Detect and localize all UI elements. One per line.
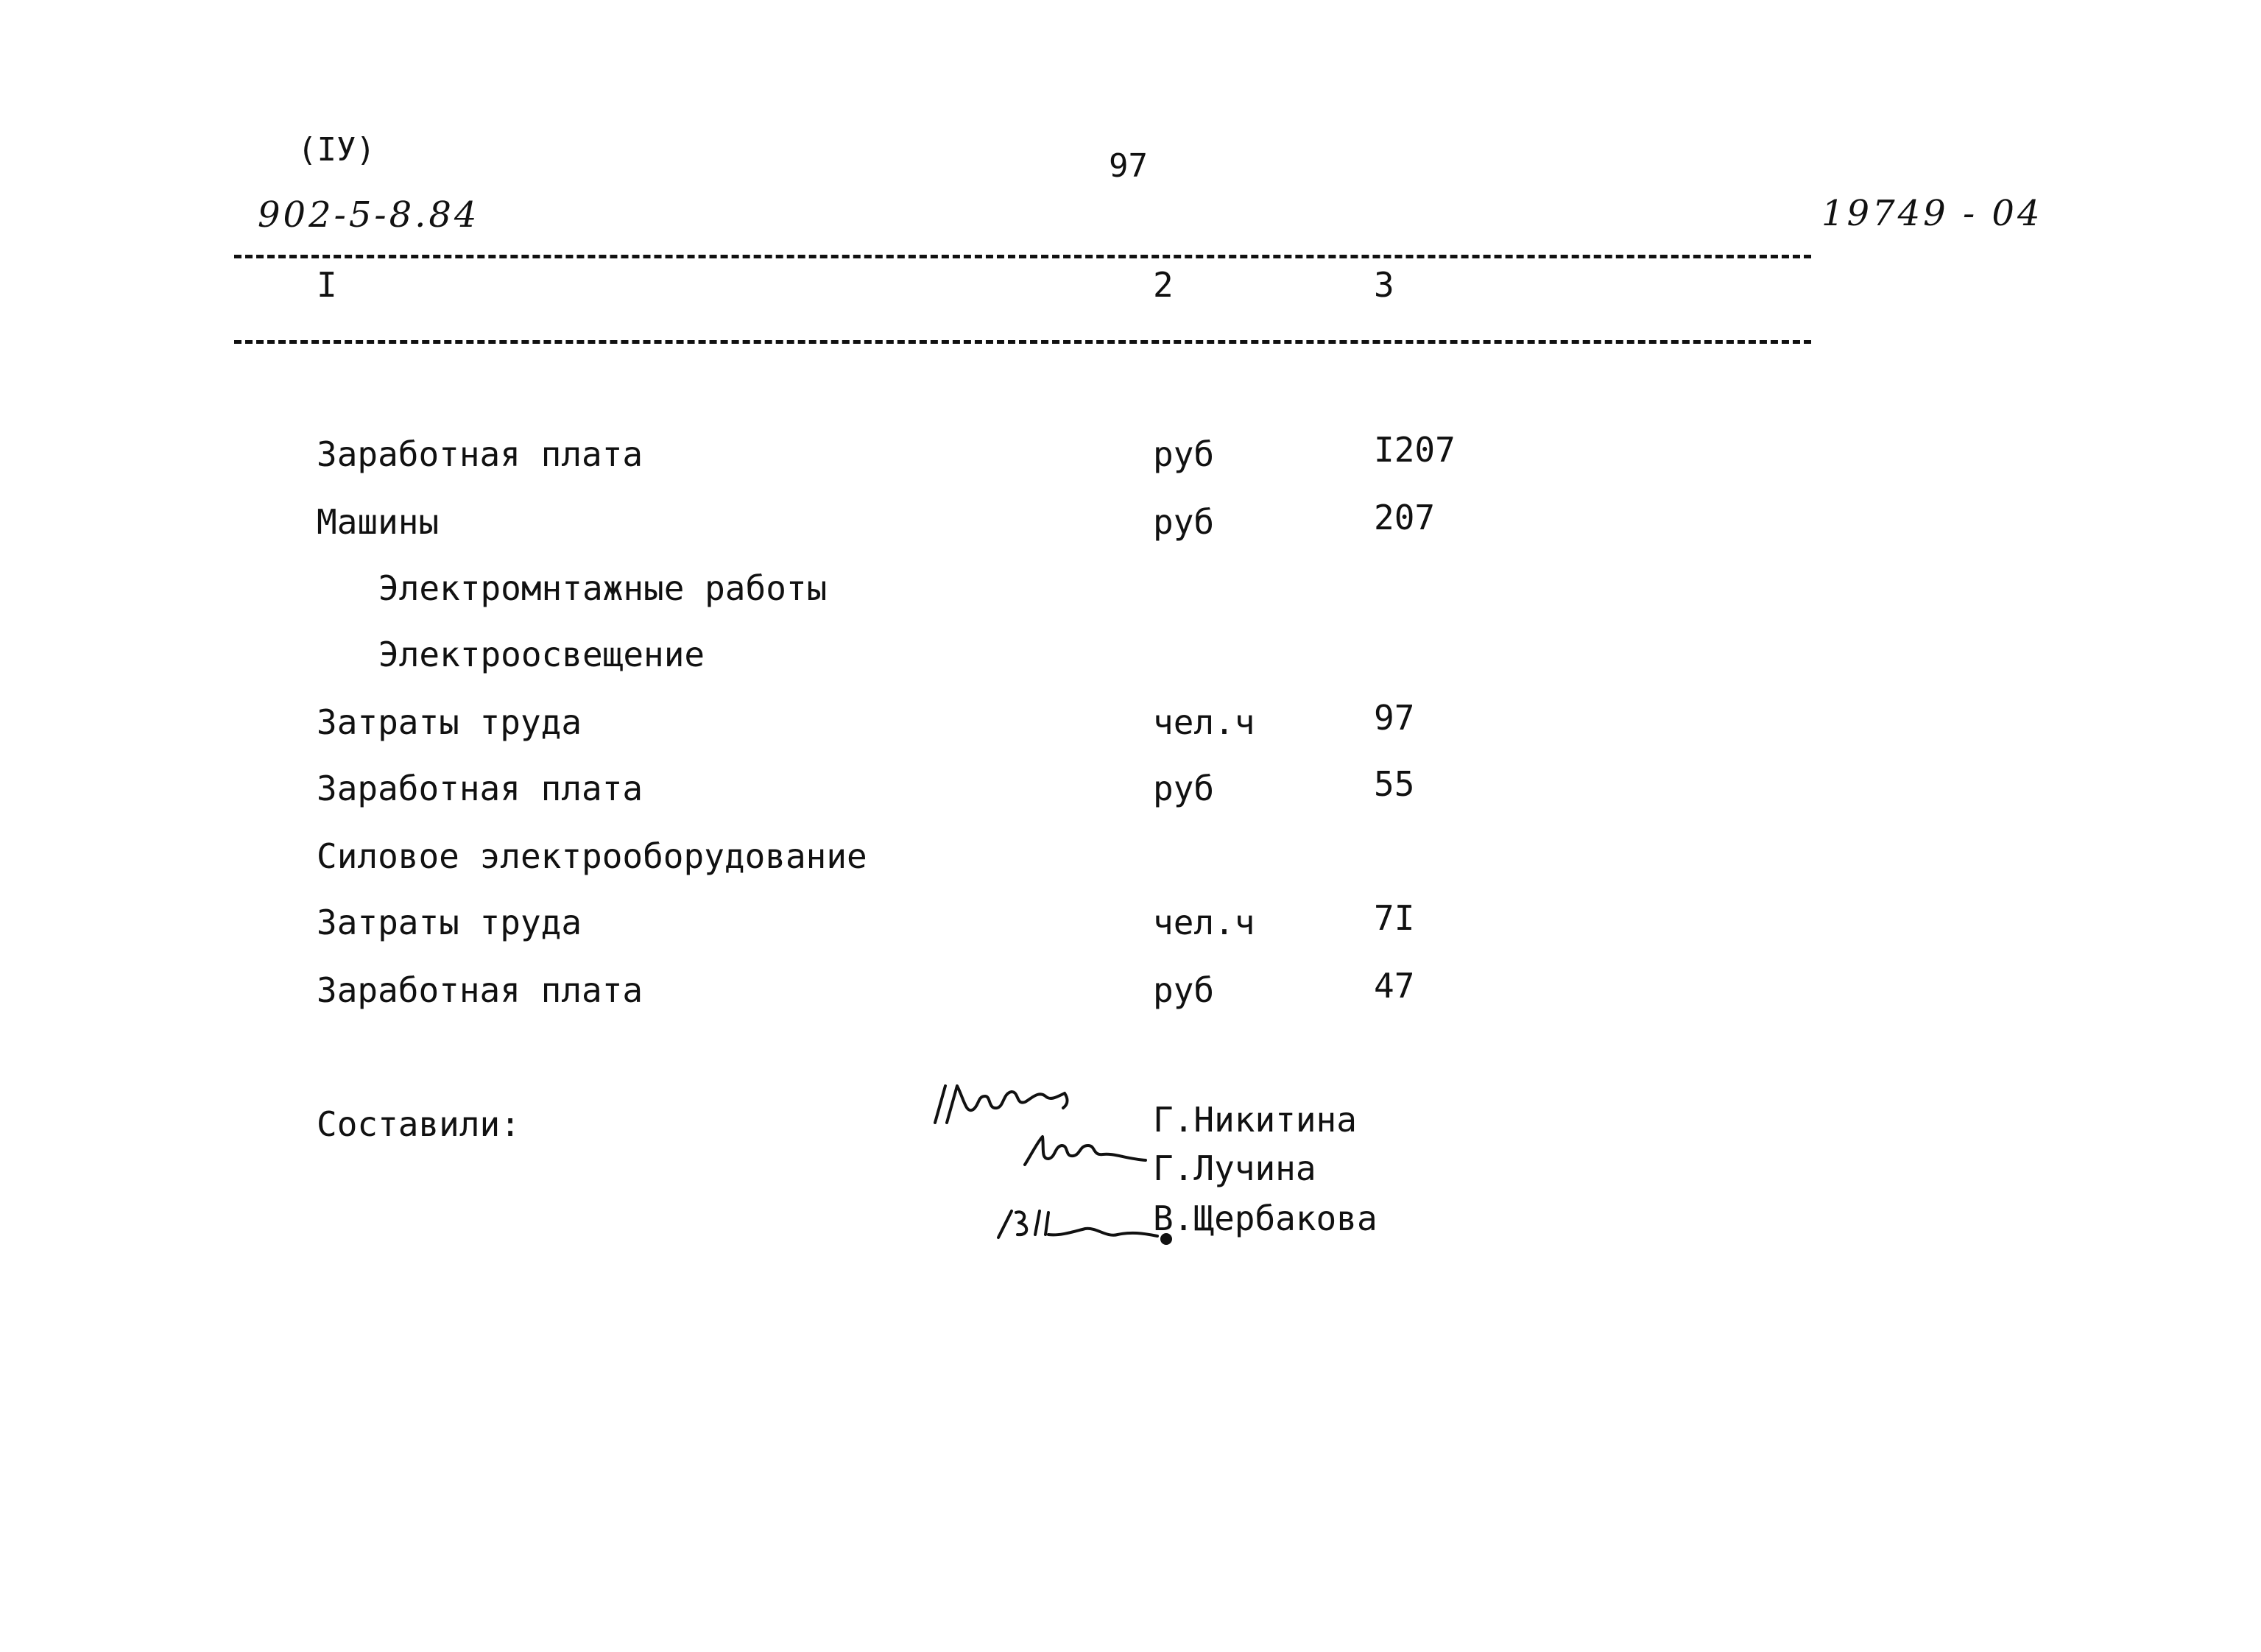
row-name: Машины bbox=[317, 502, 440, 542]
document-code: 902-5-8.84 bbox=[258, 194, 480, 236]
signatory-name: В.Щербакова bbox=[1153, 1199, 1378, 1238]
row-unit: руб bbox=[1153, 502, 1215, 542]
row-unit: руб bbox=[1153, 769, 1215, 808]
header-top-rule bbox=[234, 255, 1811, 258]
row-name: Заработная плата bbox=[317, 970, 643, 1010]
row-value: 207 bbox=[1374, 498, 1436, 537]
row-value: 55 bbox=[1374, 764, 1415, 804]
row-name: Затраты труда bbox=[317, 702, 582, 742]
row-value: I207 bbox=[1374, 430, 1456, 470]
inventory-number: 19749 - 04 bbox=[1821, 193, 2043, 234]
column-number-1: I bbox=[317, 265, 337, 305]
row-value: 47 bbox=[1374, 966, 1415, 1006]
row-name: Силовое электрооборудование bbox=[317, 836, 867, 876]
row-name: Электроосвещение bbox=[378, 635, 705, 674]
row-name: Электромнтажные работы bbox=[378, 568, 828, 608]
page-number: 97 bbox=[1109, 147, 1148, 185]
signature-luchina bbox=[1016, 1126, 1163, 1178]
row-value: 7I bbox=[1374, 898, 1415, 938]
row-name: Заработная плата bbox=[317, 434, 643, 474]
row-value: 97 bbox=[1374, 698, 1415, 738]
row-unit: чел.ч bbox=[1153, 903, 1255, 942]
column-number-2: 2 bbox=[1153, 265, 1174, 305]
signatory-name: Г.Никитина bbox=[1153, 1100, 1357, 1140]
column-number-3: 3 bbox=[1374, 265, 1394, 305]
section-mark: (IУ) bbox=[297, 131, 375, 169]
row-unit: руб bbox=[1153, 970, 1215, 1010]
compiled-by-label: Составили: bbox=[317, 1104, 521, 1144]
signatory-name: Г.Лучина bbox=[1153, 1148, 1316, 1188]
row-unit: руб bbox=[1153, 434, 1215, 474]
row-name: Заработная плата bbox=[317, 769, 643, 808]
row-name: Затраты труда bbox=[317, 903, 582, 942]
row-unit: чел.ч bbox=[1153, 702, 1255, 742]
header-bottom-rule bbox=[234, 340, 1811, 344]
